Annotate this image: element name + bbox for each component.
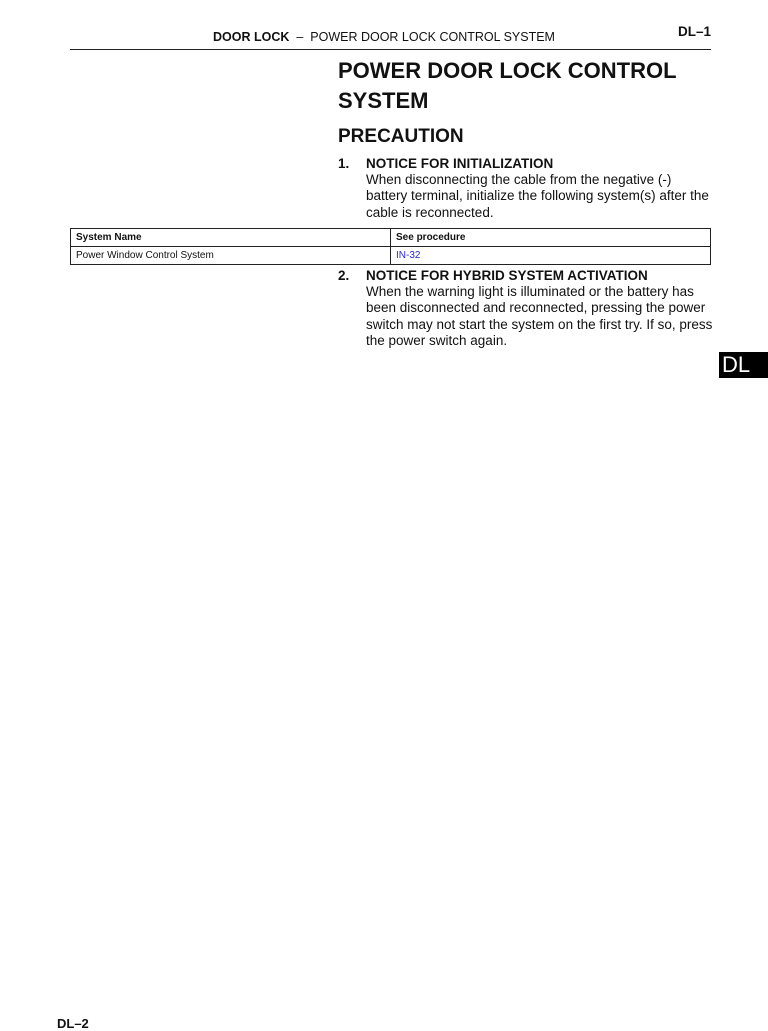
page-title: POWER DOOR LOCK CONTROL SYSTEM [338,58,677,113]
header-breadcrumb [0,30,768,44]
header-section: POWER DOOR LOCK CONTROL SYSTEM [310,30,555,44]
item-number: 1. [338,156,350,171]
item-number: 2. [338,268,350,283]
header-chapter: DOOR LOCK [213,30,290,44]
section-tab-dl[interactable]: DL [719,352,768,378]
section-title: PRECAUTION [338,126,464,147]
procedure-table [70,228,711,265]
table-cell-procedure [391,247,711,265]
item-heading: NOTICE FOR INITIALIZATION [366,156,554,171]
table-row [71,247,711,265]
column-header-system-name: System Name [71,229,391,247]
item-body: When the warning light is illuminated or the battery has been disconnected and reconnected, pressing the power switch may not start the system on the first try. If so, press the power switch again. [366,284,713,348]
page-header [0,24,768,48]
table-cell-system-name: Power Window Control System [71,247,391,265]
item-body: When disconnecting the cable from the negative (-) battery terminal, initialize the following system(s) after the cable is reconnected. [366,172,709,220]
procedure-link[interactable]: IN-32 [396,250,421,261]
header-divider [70,49,711,50]
item-heading: NOTICE FOR HYBRID SYSTEM ACTIVATION [366,268,648,283]
footer-page-number: DL–2 [57,1016,89,1031]
table-header-row [71,229,711,247]
header-separator: – [296,30,304,44]
header-page-number: DL–1 [678,24,712,39]
column-header-see-procedure: See procedure [391,229,711,247]
